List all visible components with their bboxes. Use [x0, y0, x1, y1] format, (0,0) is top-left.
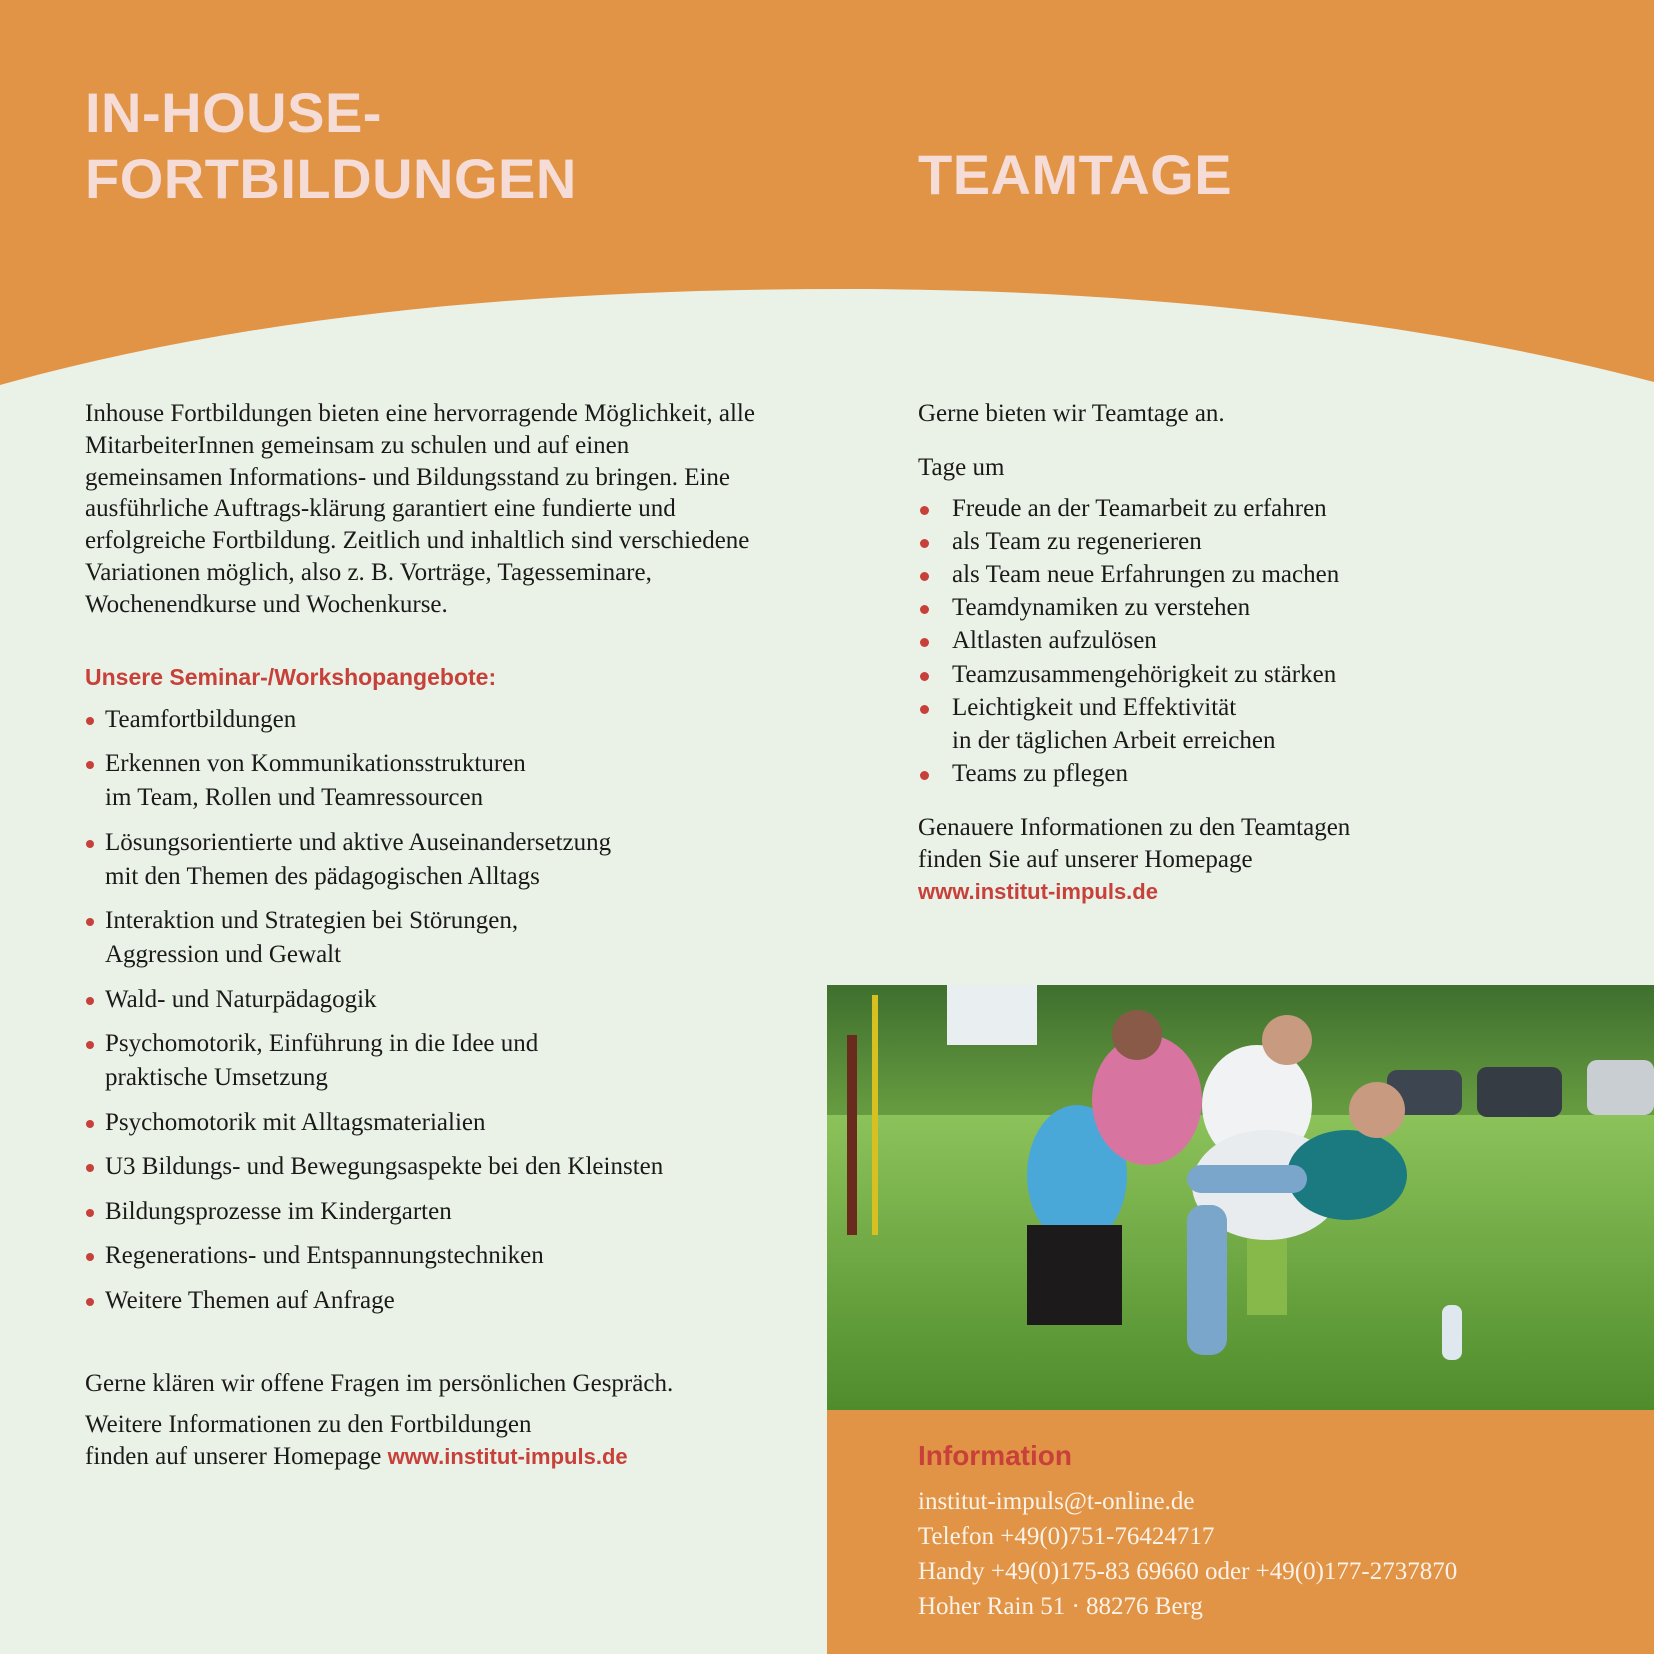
teamtage-lead: Tage um: [918, 453, 1005, 481]
item-text: Psychomotorik, Einführung in die Idee und: [105, 1030, 539, 1058]
bullet-icon: [86, 918, 94, 926]
item-text: Regenerations- und Entspannungstechniken: [105, 1242, 544, 1270]
list-item: [918, 624, 1618, 657]
bullet-icon: [86, 997, 94, 1005]
item-text: U3 Bildungs- und Bewegungsaspekte bei den Kleinsten: [105, 1153, 664, 1181]
list-item: [85, 1195, 765, 1229]
page-title-teamtage: TEAMTAGE: [918, 143, 1233, 206]
list-item: [85, 1239, 765, 1273]
item-text-cont: in der täglichen Arbeit erreichen: [952, 727, 1276, 755]
bullet-icon: [920, 539, 929, 548]
item-text-cont: mit den Themen des pädagogischen Alltags: [105, 862, 540, 890]
homepage-note-line2: finden auf unserer Homepage: [85, 1443, 388, 1471]
homepage-link[interactable]: www.institut-impuls.de: [918, 879, 1158, 905]
bullet-icon: [920, 572, 929, 581]
homepage-link[interactable]: www.institut-impuls.de: [387, 1444, 628, 1470]
offers-heading: Unsere Seminar-/Workshopangebote:: [85, 663, 497, 690]
list-item: [85, 703, 765, 737]
teamtage-column: [918, 398, 1618, 908]
intro-paragraph: Inhouse Fortbildungen bieten eine hervorragende Möglichkeit, alle MitarbeiterInnen gemeinsam zu schulen und auf einen gemeinsamen Informations- und Bildungsstand zu bringen. Eine ausführliche Auftrags-klärung garantiert eine fundierte und erfolgreiche Fortbildung. Zeitlich und inhaltlich sind verschiedene Variationen möglich, also z. B. Vorträge, Tagesseminare, Wochenendkurse und Wochenkurse.: [85, 400, 755, 618]
bullet-icon: [920, 672, 929, 681]
list-item: [918, 525, 1618, 558]
item-text: Psychomotorik mit Alltagsmaterialien: [105, 1108, 486, 1136]
item-text: als Team zu regenerieren: [952, 527, 1202, 555]
list-item: [85, 1284, 765, 1318]
bullet-icon: [920, 605, 929, 614]
item-text: Interaktion und Strategien bei Störungen,: [105, 907, 519, 935]
goals-list: [918, 492, 1618, 791]
item-text-cont: Aggression und Gewalt: [105, 941, 342, 969]
mobile-numbers: Handy +49(0)175-83 69660 oder +49(0)177-2737870: [918, 1558, 1458, 1585]
item-text: Leichtigkeit und Effektivität: [952, 693, 1237, 721]
list-item: [85, 1150, 765, 1184]
more-info-line1: Genauere Informationen zu den Teamtagen: [918, 814, 1351, 842]
item-text: Bildungsprozesse im Kindergarten: [105, 1197, 452, 1225]
contact-note: Gerne klären wir offene Fragen im persönlichen Gespräch.: [85, 1369, 674, 1397]
list-item: [85, 1027, 765, 1095]
homepage-note: [85, 1409, 765, 1473]
item-text: Teams zu pflegen: [952, 760, 1128, 788]
bullet-icon: [86, 1120, 94, 1128]
item-text: Teamfortbildungen: [105, 705, 297, 733]
teamtage-more-info: [918, 812, 1618, 907]
contact-info-box: [827, 1410, 1654, 1654]
title-line-2: FORTBILDUNGEN: [85, 147, 577, 210]
teamtage-intro: Gerne bieten wir Teamtage an.: [918, 400, 1225, 427]
list-item: [918, 691, 1618, 757]
item-text: Altlasten aufzulösen: [952, 627, 1157, 655]
list-item: [918, 591, 1618, 624]
email-address[interactable]: institut-impuls@t-online.de: [918, 1488, 1195, 1515]
item-text: Freude an der Teamarbeit zu erfahren: [952, 494, 1327, 522]
offers-list: [85, 703, 765, 1318]
homepage-note-line1: Weitere Informationen zu den Fortbildungen: [85, 1411, 532, 1439]
list-item: [918, 757, 1618, 790]
list-item: [85, 826, 765, 894]
list-item: [918, 492, 1618, 525]
item-text: Teamdynamiken zu verstehen: [952, 594, 1251, 622]
title-line-1: IN-HOUSE-: [85, 81, 382, 144]
list-item: [85, 1106, 765, 1140]
list-item: [85, 747, 765, 815]
list-item: [918, 558, 1618, 591]
postal-address: Hoher Rain 51 · 88276 Berg: [918, 1593, 1203, 1620]
more-info-line2: finden Sie auf unserer Homepage: [918, 846, 1253, 874]
bullet-icon: [86, 1253, 94, 1261]
bullet-icon: [86, 1041, 94, 1049]
bullet-icon: [920, 705, 929, 714]
info-heading: Information: [918, 1440, 1072, 1471]
bullet-icon: [86, 717, 94, 725]
bullet-icon: [920, 506, 929, 515]
item-text: Lösungsorientierte und aktive Auseinandersetzung: [105, 828, 612, 856]
bullet-icon: [86, 1298, 94, 1306]
phone-number: Telefon +49(0)751-76424717: [918, 1523, 1215, 1550]
inhouse-column: [85, 398, 765, 1473]
item-text-cont: praktische Umsetzung: [105, 1064, 328, 1092]
item-text: als Team neue Erfahrungen zu machen: [952, 561, 1340, 588]
list-item: [85, 904, 765, 972]
item-text: Wald- und Naturpädagogik: [105, 985, 377, 1013]
bullet-icon: [86, 840, 94, 848]
bullet-icon: [86, 761, 94, 769]
bullet-icon: [86, 1164, 94, 1172]
bullet-icon: [920, 638, 929, 647]
photo-illustration: [827, 985, 1654, 1410]
list-item: [918, 658, 1618, 691]
bullet-icon: [920, 771, 929, 780]
team-activity-photo: [827, 985, 1654, 1410]
item-text: Teamzusammengehörigkeit zu stärken: [952, 660, 1337, 688]
item-text-cont: im Team, Rollen und Teamressourcen: [105, 784, 484, 812]
list-item: [85, 983, 765, 1017]
item-text: Weitere Themen auf Anfrage: [105, 1286, 395, 1314]
bullet-icon: [86, 1209, 94, 1217]
item-text: Erkennen von Kommunikationsstrukturen: [105, 750, 526, 778]
page-title-inhouse: [85, 80, 577, 212]
contact-details: [918, 1484, 1457, 1624]
